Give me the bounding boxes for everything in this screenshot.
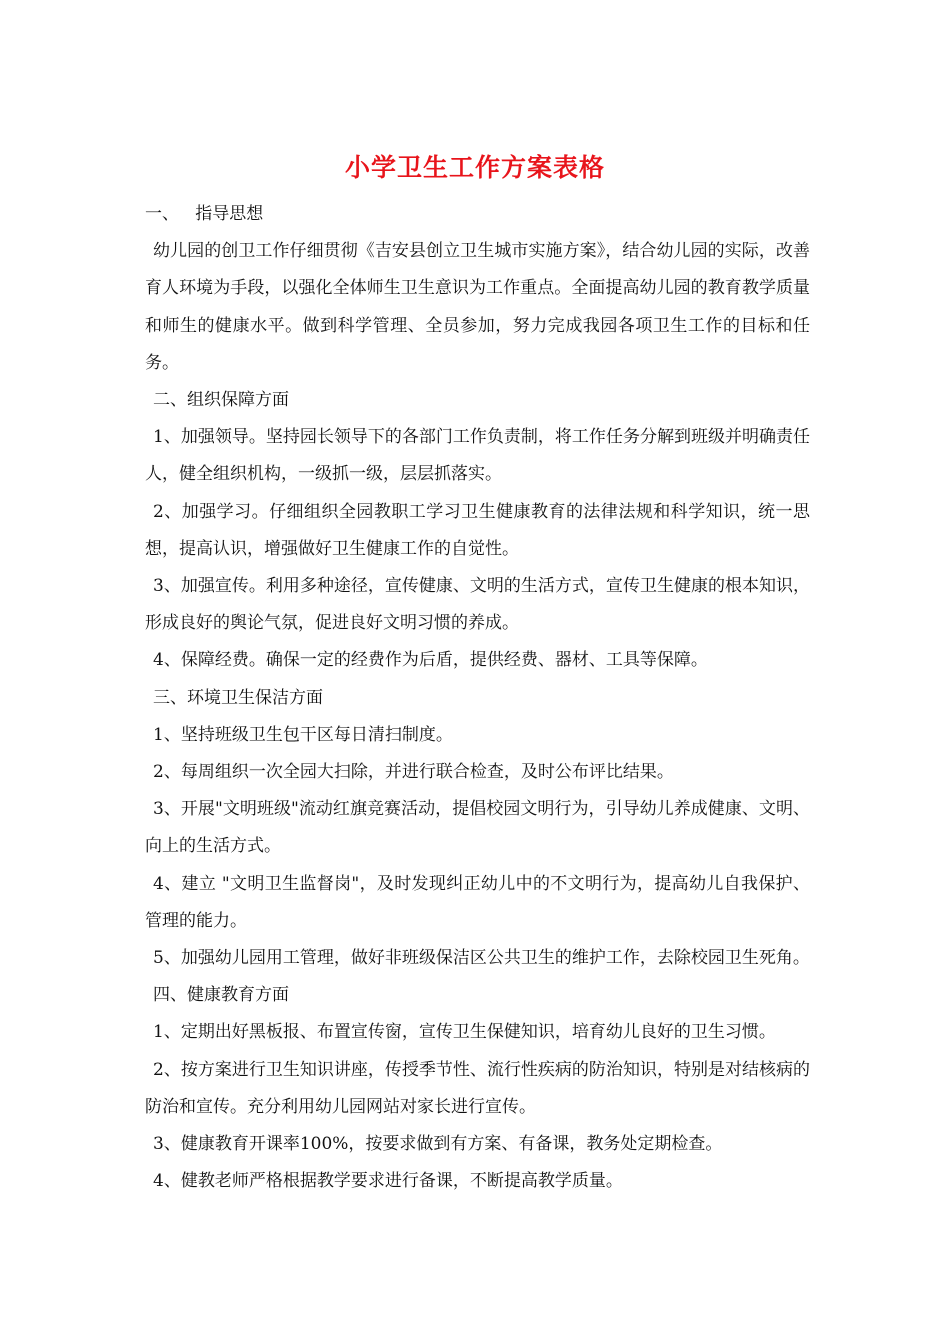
list-item-organization-3: 3、加强宣传。利用多种途径，宣传健康、文明的生活方式，宣传卫生健康的根本知识，形成良好的舆论气氛，促进良好文明习惯的养成。 bbox=[145, 576, 810, 634]
list-item-environment-1: 1、坚持班级卫生包干区每日清扫制度。 bbox=[153, 724, 453, 745]
list-item-environment-3: 3、开展"文明班级"流动红旗竞赛活动，提倡校园文明行为，引导幼儿养成健康、文明、向上的生活方式。 bbox=[145, 799, 810, 857]
list-item-health-education-3: 3、健康教育开课率100%，按要求做到有方案、有备课，教务处定期检查。 bbox=[153, 1134, 723, 1155]
section-heading-health-education: 四、健康教育方面 bbox=[153, 985, 289, 1006]
document-body bbox=[145, 196, 810, 1200]
paragraph-guiding-ideology: 幼儿园的创卫工作仔细贯彻《吉安县创立卫生城市实施方案》，结合幼儿园的实际，改善育人环境为手段，以强化全体师生卫生意识为工作重点。全面提高幼儿园的教育教学质量和师生的健康水平。做到科学管理、全员参加，努力完成我园各项卫生工作的目标和任务。 bbox=[145, 241, 810, 373]
section-heading-environment: 三、环境卫生保洁方面 bbox=[153, 687, 323, 708]
list-item-health-education-4: 4、健教老师严格根据教学要求进行备课，不断提高教学质量。 bbox=[153, 1171, 623, 1192]
section-heading-guiding-ideology: 一、 指导思想 bbox=[145, 204, 264, 224]
list-item-environment-2: 2、每周组织一次全园大扫除，并进行联合检查，及时公布评比结果。 bbox=[153, 762, 674, 783]
list-item-health-education-1: 1、定期出好黑板报、布置宣传窗，宣传卫生保健知识，培育幼儿良好的卫生习惯。 bbox=[153, 1022, 776, 1043]
section-heading-organization: 二、组织保障方面 bbox=[153, 390, 289, 411]
list-item-organization-2: 2、加强学习。仔细组织全园教职工学习卫生健康教育的法律法规和科学知识，统一思想，提高认识，增强做好卫生健康工作的自觉性。 bbox=[145, 501, 810, 559]
list-item-organization-1: 1、加强领导。坚持园长领导下的各部门工作负责制，将工作任务分解到班级并明确责任人，健全组织机构，一级抓一级，层层抓落实。 bbox=[145, 427, 810, 485]
list-item-environment-4: 4、建立 "文明卫生监督岗"，及时发现纠正幼儿中的不文明行为，提高幼儿自我保护、管理的能力。 bbox=[145, 873, 810, 931]
list-item-health-education-2: 2、按方案进行卫生知识讲座，传授季节性、流行性疾病的防治知识，特别是对结核病的防治和宣传。充分利用幼儿园网站对家长进行宣传。 bbox=[145, 1059, 810, 1117]
list-item-organization-4: 4、保障经费。确保一定的经费作为后盾，提供经费、器材、工具等保障。 bbox=[153, 650, 708, 671]
document-title: 小学卫生工作方案表格 bbox=[344, 153, 605, 182]
list-item-environment-5: 5、加强幼儿园用工管理，做好非班级保洁区公共卫生的维护工作，去除校园卫生死角。 bbox=[153, 948, 810, 969]
